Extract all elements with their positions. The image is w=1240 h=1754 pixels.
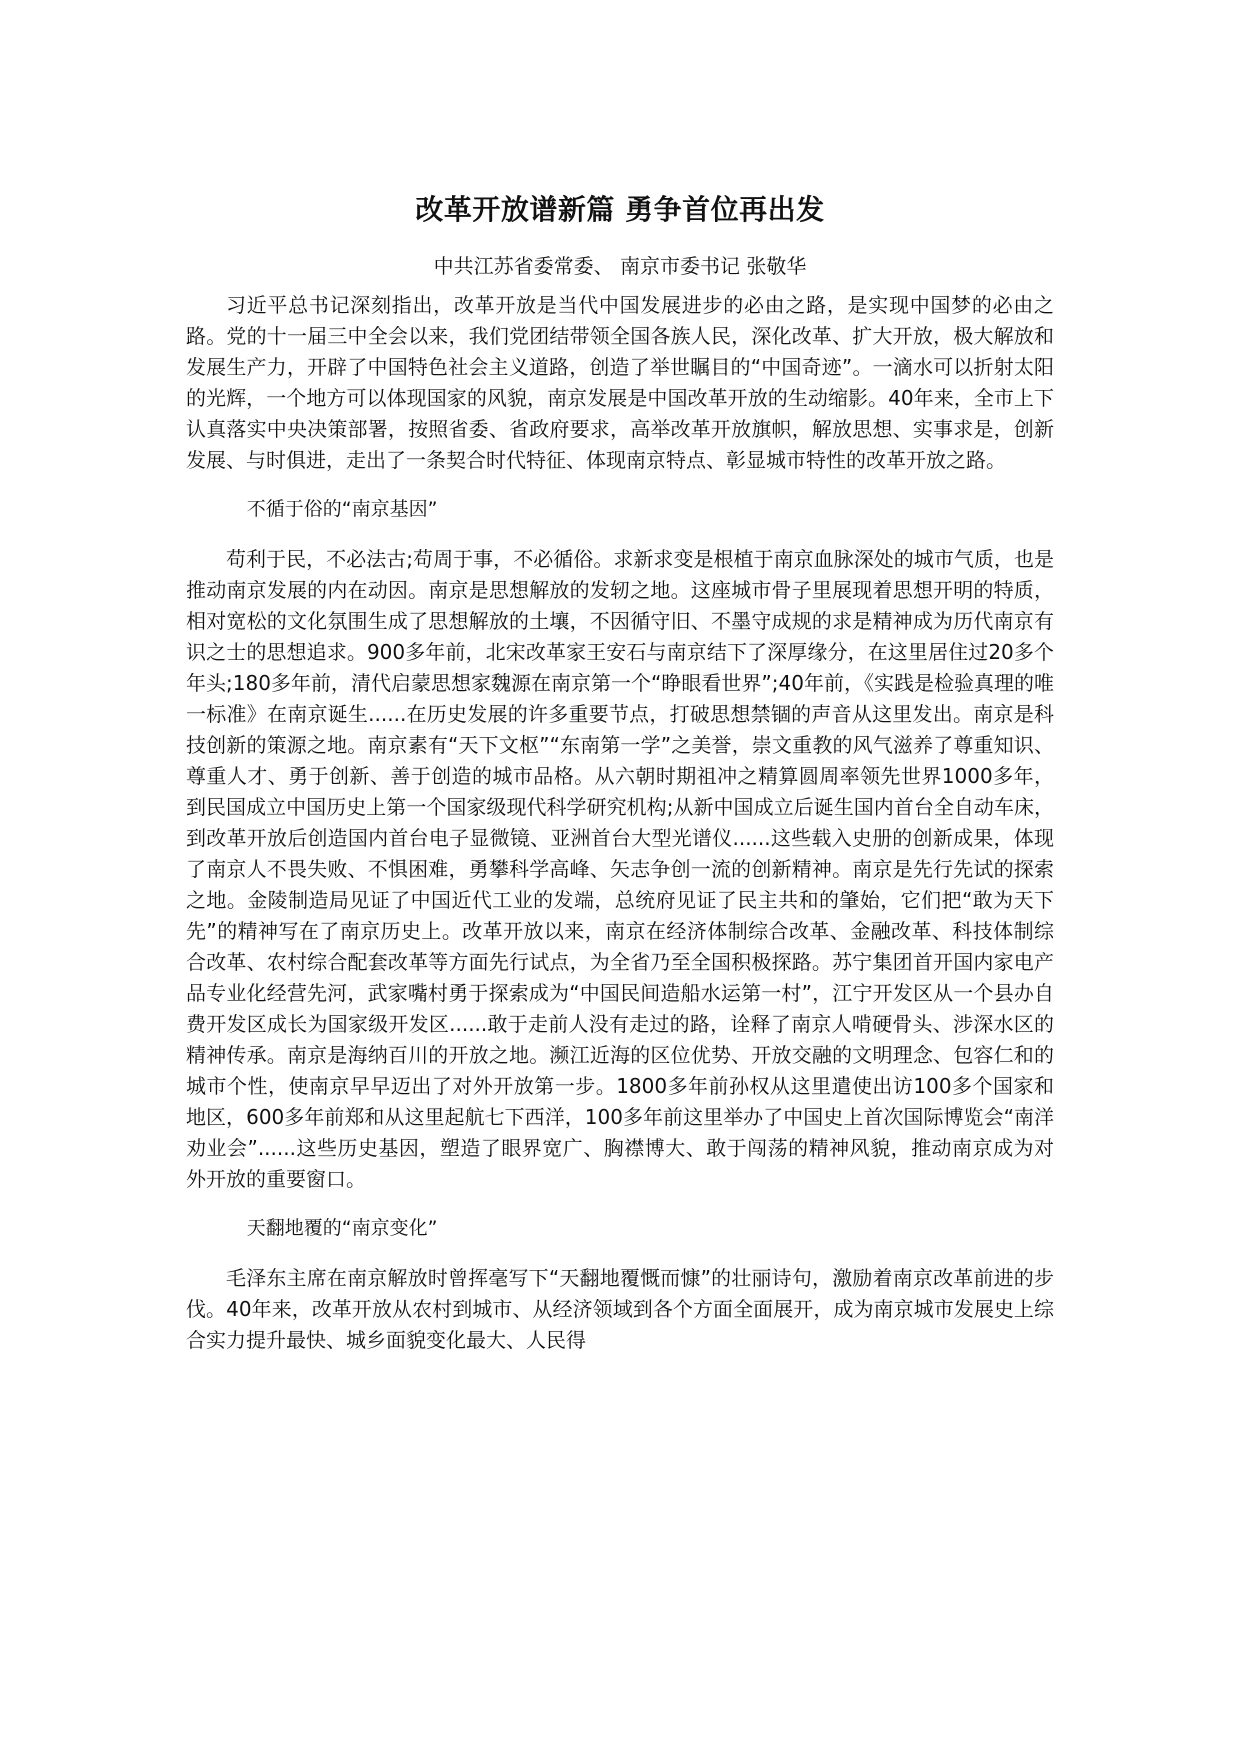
- section2-paragraph: 毛泽东主席在南京解放时曾挥毫写下“天翻地覆慨而慷”的壮丽诗句，激励着南京改革前进的步伐。40年来，改革开放从农村到城市、从经济领域到各个方面全面展开，成为南京城市发展史上综合实力提升最快、城乡面貌变化最大、人民得: [186, 1266, 1054, 1352]
- author-byline: 中共江苏省委常委、 南京市委书记 张敬华: [433, 254, 807, 278]
- article-title: 改革开放谱新篇 勇争首位再出发: [415, 193, 825, 226]
- section1-paragraph: 苟利于民，不必法古;苟周于事，不必循俗。求新求变是根植于南京血脉深处的城市气质，也是推动南京发展的内在动因。南京是思想解放的发轫之地。这座城市骨子里展现着思想开明的特质，相对宽松的文化氛围生成了思想解放的土壤，不因循守旧、不墨守成规的求是精神成为历代南京有识之士的思想追求。900多年前，北宋改革家王安石与南京结下了深厚缘分，在这里居住过20多个年头;180多年前，清代启蒙思想家魏源在南京第一个“睁眼看世界”;40年前，《实践是检验真理的唯一标准》在南京诞生......在历史发展的许多重要节点，打破思想禁锢的声音从这里发出。南京是科技创新的策源之地。南京素有“天下文枢”“东南第一学”之美誉，崇文重教的风气滋养了尊重知识、尊重人才、勇于创新、善于创造的城市品格。从六朝时期祖冲之精算圆周率领先世界1000多年，到民国成立中国历史上第一个国家级现代科学研究机构;从新中国成立后诞生国内首台全自动车床，到改革开放后创造国内首台电子显微镜、亚洲首台大型光谱仪......这些载入史册的创新成果，体现了南京人不畏失败、不惧困难，勇攀科学高峰、矢志争创一流的创新精神。南京是先行先试的探索之地。金陵制造局见证了中国近代工业的发端，总统府见证了民主共和的肇始，它们把“敢为天下先”的精神写在了南京历史上。改革开放以来，南京在经济体制综合改革、金融改革、科技体制综合改革、农村综合配套改革等方面先行试点，为全省乃至全国积极探路。苏宁集团首开国内家电产品专业化经营先河，武家嘴村勇于探索成为“中国民间造船水运第一村”，江宁开发区从一个县办自费开发区成长为国家级开发区......敢于走前人没有走过的路，诠释了南京人啃硬骨头、涉深水区的精神传承。南京是海纳百川的开放之地。濒江近海的区位优势、开放交融的文明理念、包容仁和的城市个性，使南京早早迈出了对外开放第一步。1800多年前孙权从这里遣使出访100多个国家和地区，600多年前郑和从这里起航七下西洋，100多年前这里举办了中国史上首次国际博览会“南洋劝业会”......这些历史基因，塑造了眼界宽广、胸襟博大、敢于闯荡的精神风貌，推动南京成为对外开放的重要窗口。: [186, 547, 1054, 1191]
- intro-paragraph: 习近平总书记深刻指出，改革开放是当代中国发展进步的必由之路，是实现中国梦的必由之路。党的十一届三中全会以来，我们党团结带领全国各族人民，深化改革、扩大开放，极大解放和发展生产力，开辟了中国特色社会主义道路，创造了举世瞩目的“中国奇迹”。一滴水可以折射太阳的光辉，一个地方可以体现国家的风貌，南京发展是中国改革开放的生动缩影。40年来，全市上下认真落实中央决策部署，按照省委、省政府要求，高举改革开放旗帜，解放思想、实事求是，创新发展、与时俱进，走出了一条契合时代特征、体现南京特点、彰显城市特性的改革开放之路。: [186, 293, 1054, 472]
- section-heading-nanjing-change: 天翻地覆的“南京变化”: [246, 1217, 438, 1239]
- section-heading-nanjing-gene: 不循于俗的“南京基因”: [246, 498, 438, 520]
